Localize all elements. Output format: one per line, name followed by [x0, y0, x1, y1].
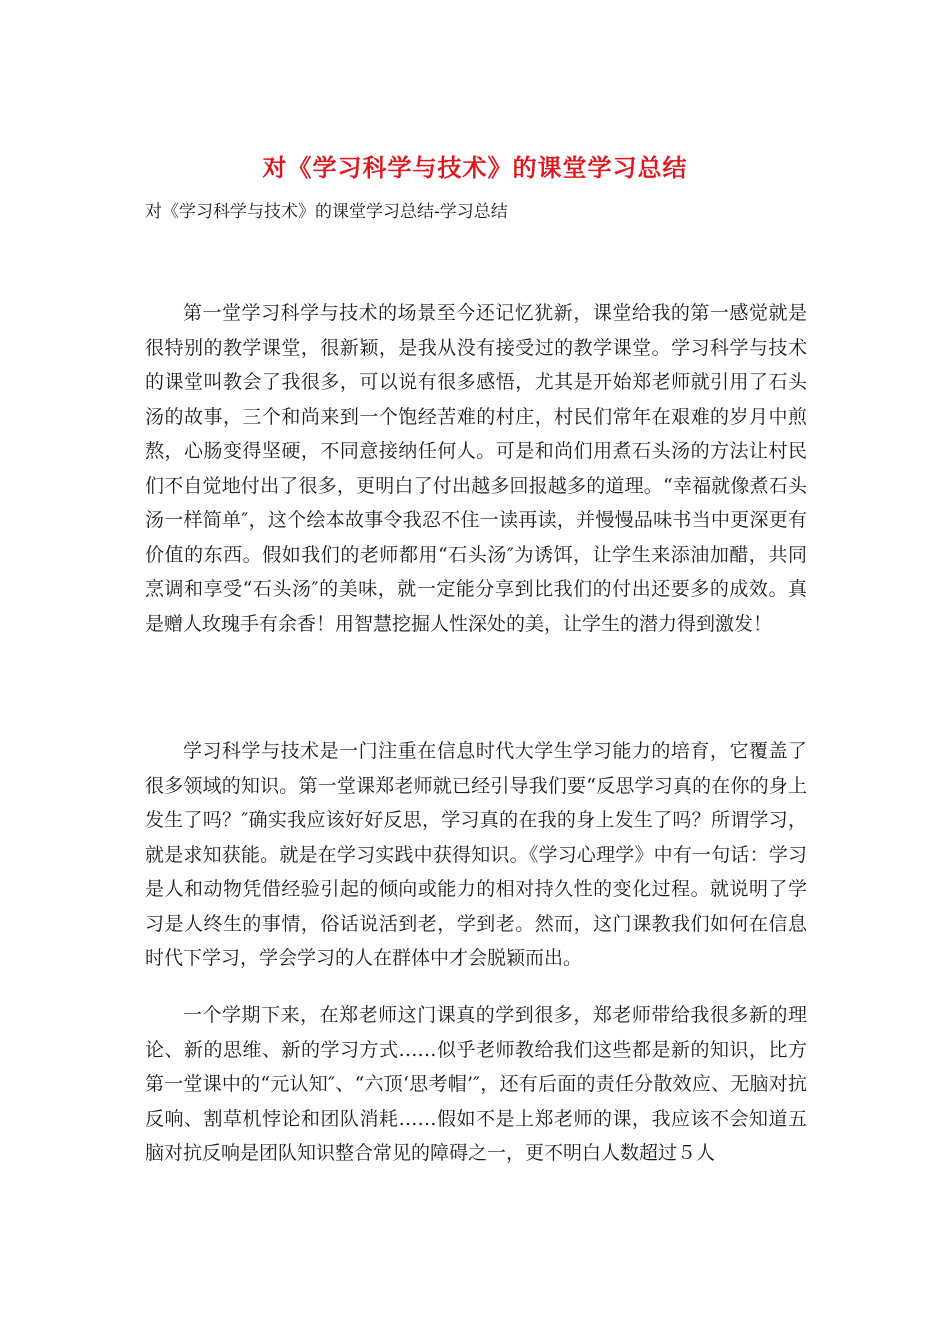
paragraph-3: 一个学期下来，在郑老师这门课真的学到很多，郑老师带给我很多新的理论、新的思维、新的学习方式……似乎老师教给我们这些都是新的知识，比方第一堂课中的“元认知″、“六顶‘思考帽’″，还有后面的责任分散效应、无脑对抗反响、割草机悖论和团队消耗……假如不是上郑老师的课，我应该不会知道五脑对抗反响是团队知识整合常见的障碍之一，更不明白人数超过５人 [145, 1004, 807, 1164]
paragraph-2: 学习科学与技术是一门注重在信息时代大学生学习能力的培育，它覆盖了很多领域的知识。第一堂课郑老师就已经引导我们要“反思学习真的在你的身上发生了吗？″确实我应该好好反思，学习真的在我的身上发生了吗？所谓学习，就是求知获能。就是在学习实践中获得知识。《学习心理学》中有一句话：学习是人和动物凭借经验引起的倾向或能力的相对持久性的变化过程。就说明了学习是人终生的事情，俗话说活到老，学到老。然而，这门课教我们如何在信息时代下学习，学会学习的人在群体中才会脱颖而出。 [145, 740, 807, 969]
document-subtitle: 对《学习科学与技术》的课堂学习总结-学习总结 [145, 202, 508, 222]
document-title: 对《学习科学与技术》的课堂学习总结 [262, 153, 688, 182]
paragraph-1: 第一堂学习科学与技术的场景至今还记忆犹新，课堂给我的第一感觉就是很特别的教学课堂，很新颖，是我从没有接受过的教学课堂。学习科学与技术的课堂叫教会了我很多，可以说有很多感悟，尤其是开始郑老师就引用了石头汤的故事，三个和尚来到一个饱经苦难的村庄，村民们常年在艰难的岁月中煎熬，心肠变得坚硬，不同意接纳任何人。可是和尚们用煮石头汤的方法让村民们不自觉地付出了很多，更明白了付出越多回报越多的道理。“幸福就像煮石头汤一样简单″，这个绘本故事令我忍不住一读再读，并慢慢品味书当中更深更有价值的东西。假如我们的老师都用“石头汤″为诱饵，让学生来添油加醋，共同烹调和享受“石头汤″的美味，就一定能分享到比我们的付出还要多的成效。真是赠人玫瑰手有余香！用智慧挖掘人性深处的美，让学生的潜力得到激发！ [145, 302, 807, 635]
